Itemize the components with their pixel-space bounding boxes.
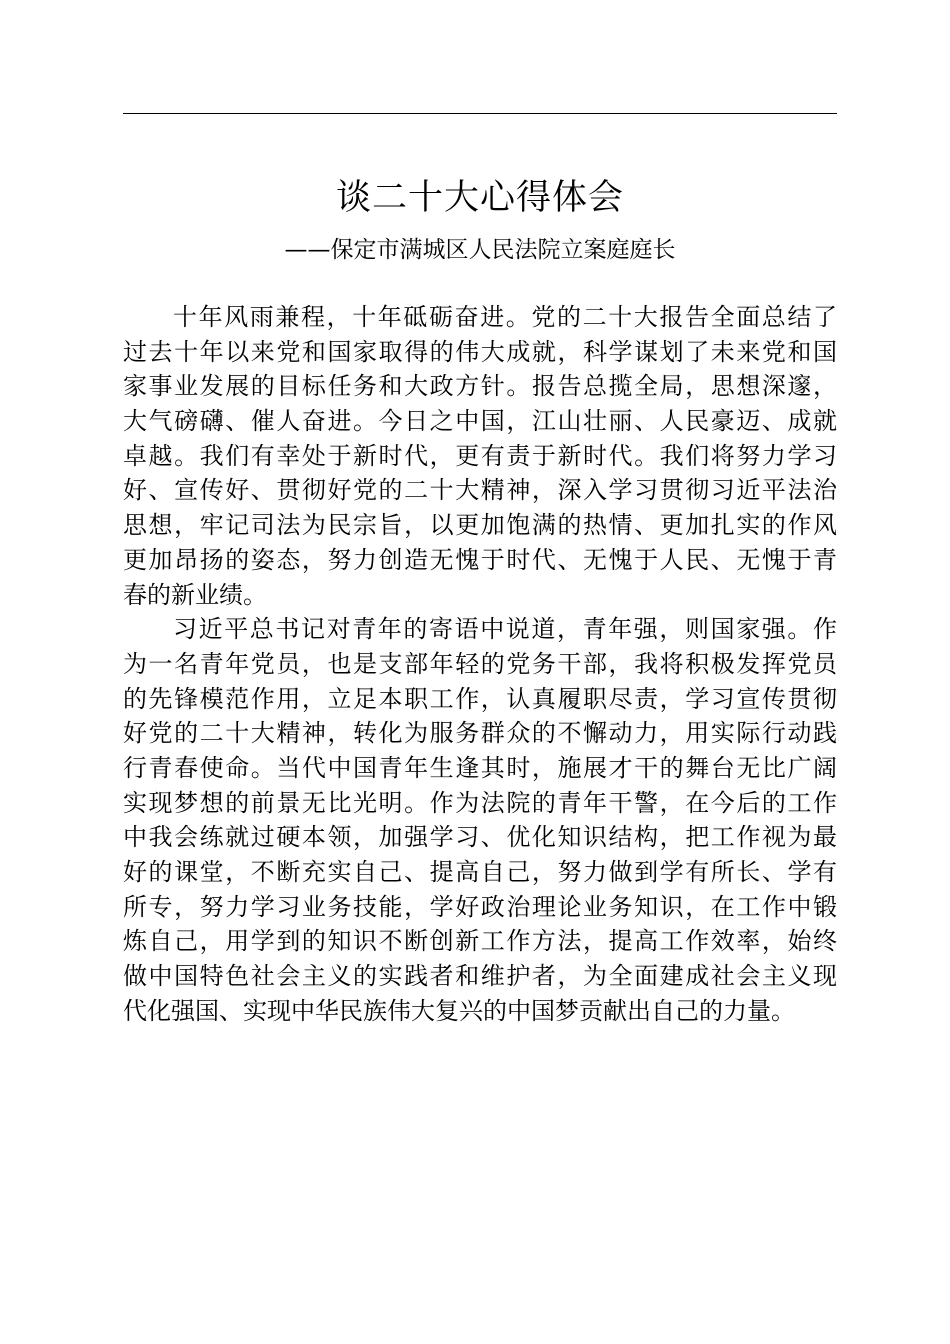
paragraph-line: 好党的二十大精神，转化为服务群众的不懈动力，用实际行动践: [123, 719, 837, 748]
paragraph-line: 思想，牢记司法为民宗旨，以更加饱满的热情、更加扎实的作风: [123, 511, 837, 540]
document-title: 谈二十大心得体会: [335, 178, 624, 218]
paragraph-line: 的先锋模范作用，立足本职工作，认真履职尽责，学习宣传贯彻: [123, 684, 837, 713]
paragraph-line: 春的新业绩。: [123, 580, 267, 609]
paragraph-line: 行青春使命。当代中国青年生逢其时，施展才干的舞台无比广阔: [123, 753, 837, 782]
paragraph-line: 炼自己，用学到的知识不断创新工作方法，提高工作效率，始终: [123, 927, 837, 956]
paragraph-line: 实现梦想的前景无比光明。作为法院的青年干警，在今后的工作: [123, 788, 837, 817]
paragraph-line: 做中国特色社会主义的实践者和维护者，为全面建成社会主义现: [123, 962, 837, 991]
paragraph-line: 更加昂扬的姿态，努力创造无愧于时代、无愧于人民、无愧于青: [123, 545, 837, 574]
paragraph-1: [123, 300, 837, 612]
paragraph-line: 中我会练就过硬本领，加强学习、优化知识结构，把工作视为最: [123, 823, 837, 852]
paragraph-line: 代化强国、实现中华民族伟大复兴的中国梦贡献出自己的力量。: [123, 996, 795, 1025]
paragraph-line: 习近平总书记对青年的寄语中说道，青年强，则国家强。作: [173, 615, 837, 644]
paragraph-line: 过去十年以来党和国家取得的伟大成就，科学谋划了未来党和国: [123, 337, 837, 366]
paragraph-line: 所专，努力学习业务技能，学好政治理论业务知识，在工作中锻: [123, 892, 837, 921]
paragraph-line: 家事业发展的目标任务和大政方针。报告总揽全局，思想深邃，: [123, 372, 837, 401]
document-body: [123, 300, 837, 1028]
paragraph-2: [123, 612, 837, 1028]
paragraph-line: 十年风雨兼程，十年砥砺奋进。党的二十大报告全面总结了: [173, 303, 837, 331]
paragraph-line: 大气磅礴、催人奋进。今日之中国，江山壮丽、人民豪迈、成就: [123, 407, 837, 436]
paragraph-line: 好、宣传好、贯彻好党的二十大精神，深入学习贯彻习近平法治: [123, 476, 837, 505]
paragraph-line: 为一名青年党员，也是支部年轻的党务干部，我将积极发挥党员: [123, 649, 837, 678]
header-rule: [123, 113, 837, 114]
paragraph-line: 好的课堂，不断充实自己、提高自己，努力做到学有所长、学有: [123, 858, 837, 886]
document-subtitle: ——保定市满城区人民法院立案庭庭长: [284, 237, 676, 263]
paragraph-line: 卓越。我们有幸处于新时代，更有责于新时代。我们将努力学习: [123, 441, 837, 470]
